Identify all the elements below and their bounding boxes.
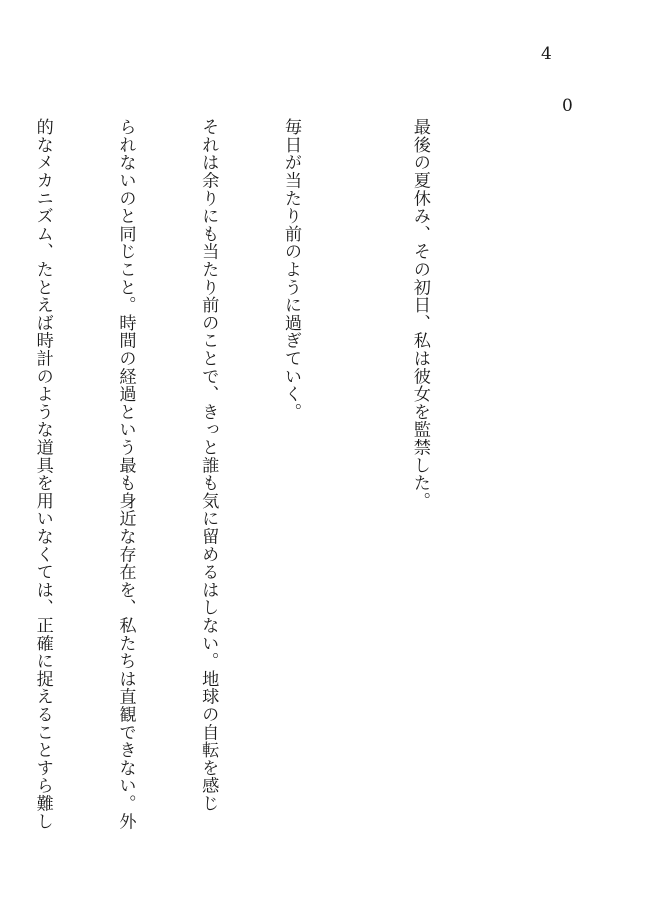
text-line: 的なメカニズム、たとえば時計のような道具を用いなくては、正確に捉えることすら難し [32,118,53,830]
page-number: 4 [541,44,552,64]
text-line: 毎日が当たり前のように過ぎていく。 [281,118,302,421]
text-line: それは余りにも当たり前のことで、きっと誰も気に留めるはしない。地球の自転を感じ [198,118,219,813]
vertical-text-body [0,118,488,830]
text-line: られないのと同じこと。時間の経過という最も身近な存在を、私たちは直観できない。外 [115,118,136,830]
opening-line: 最後の夏休み、その初日、私は彼女を監禁した。 [409,118,430,510]
chapter-number: 0 [562,96,573,116]
